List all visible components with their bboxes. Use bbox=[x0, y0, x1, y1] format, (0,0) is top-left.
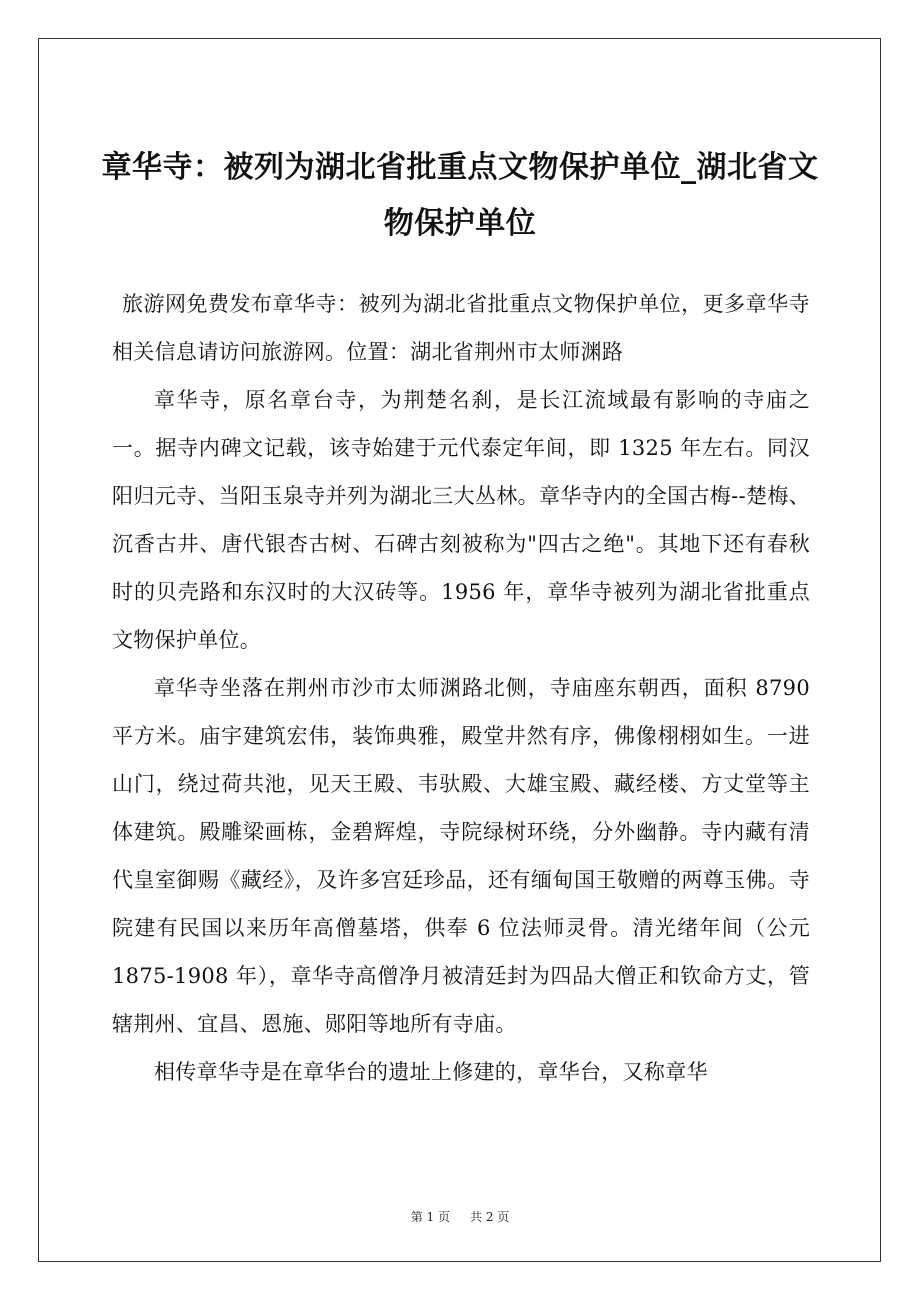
document-title: 章华寺：被列为湖北省批重点文物保护单位_湖北省文物保护单位 bbox=[101, 150, 819, 241]
paragraph-history: 章华寺，原名章台寺，为荆楚名刹，是长江流域最有影响的寺庙之一。据寺内碑文记载，该寺始建于元代泰定年间，即 1325 年左右。同汉阳归元寺、当阳玉泉寺并列为湖北三大丛林。章华寺内的全国古梅--楚梅、沉香古井、唐代银杏古树、石碑古刻被称为"四古之绝"。其地下还有春秋时的贝壳路和东汉时的大汉砖等。1956 年，章华寺被列为湖北省批重点文物保护单位。 bbox=[112, 388, 810, 652]
paragraph-location: 章华寺坐落在荆州市沙市太师渊路北侧，寺庙座东朝西，面积 8790 平方米。庙宇建筑宏伟，装饰典雅，殿堂井然有序，佛像栩栩如生。一进山门，绕过荷共池，见天王殿、韦驮殿、大雄宝殿、藏经楼、方丈堂等主体建筑。殿雕梁画栋，金碧辉煌，寺院绿树环绕，分外幽静。寺内藏有清代皇室御赐《藏经》，及许多宫廷珍品，还有缅甸国王敬赠的两尊玉佛。寺院建有民国以来历年高僧墓塔，供奉 6 位法师灵骨。清光绪年间（公元 1875-1908 年），章华寺高僧净月被清廷封为四品大僧正和钦命方丈，管辖荆州、宜昌、恩施、郧阳等地所有寺庙。 bbox=[112, 676, 810, 1036]
paragraph-legend: 相传章华寺是在章华台的遗址上修建的，章华台，又称章华 bbox=[154, 1060, 708, 1084]
page-number: 第 1 页 bbox=[410, 1210, 450, 1224]
page-footer bbox=[0, 1208, 920, 1225]
paragraph-intro: 旅游网免费发布章华寺：被列为湖北省批重点文物保护单位，更多章华寺相关信息请访问旅游网。位置：湖北省荆州市太师渊路 bbox=[112, 292, 810, 364]
document-body bbox=[112, 280, 810, 1096]
page-total: 共 2 页 bbox=[470, 1210, 510, 1224]
